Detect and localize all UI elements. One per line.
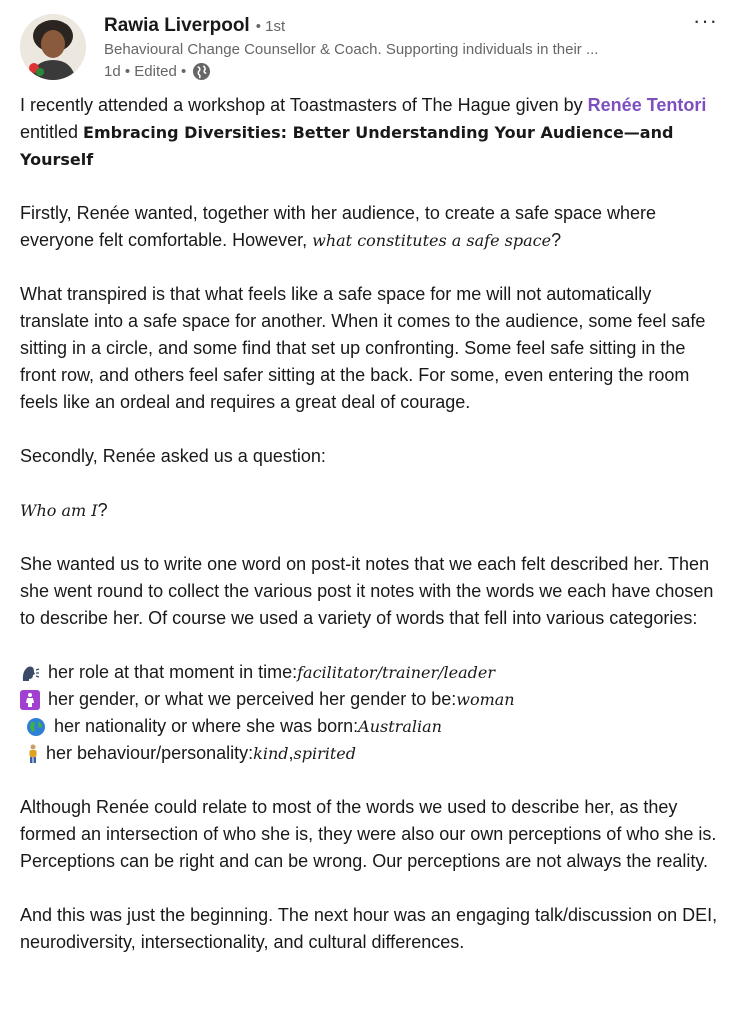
post-meta <box>104 62 211 81</box>
post-time: 1d • Edited • <box>104 63 187 80</box>
author-name[interactable]: Rawia Liverpool <box>104 15 250 36</box>
paragraph-transpired: What transpired is that what feels like a safe space for me will not automatically translate into a safe space for another. When it comes to the audience, some feel safe sitting in a circle, and some find that set up confronting. Some feel safe sitting in the front row, and others feel safer sitting at the back. For some, even entering the room feels like an ordeal and requires a great deal of courage. <box>20 284 706 412</box>
post-body <box>20 92 725 983</box>
list-item: her role at that moment in time: facilitator/trainer/leader <box>20 659 725 686</box>
author-headline: Behavioural Change Counsellor & Coach. Supporting individuals in their ... <box>104 41 599 58</box>
paragraph-who-am-i: Who am I? <box>20 500 108 520</box>
post-header <box>20 8 720 82</box>
list-item: her nationality or where she was born: Australian <box>20 713 725 740</box>
earth-globe-icon <box>26 717 46 737</box>
avatar[interactable] <box>20 14 86 80</box>
globe-icon <box>192 62 211 81</box>
more-options-button[interactable]: ··· <box>693 8 718 33</box>
list-item: her gender, or what we perceived her gender to be: woman <box>20 686 725 713</box>
mention-link[interactable]: Renée Tentori <box>587 95 707 115</box>
paragraph-conclusion: And this was just the beginning. The next hour was an engaging talk/discussion on DEI, neurodiversity, intersectionality, and cultural differences. <box>20 905 718 952</box>
paragraph-question: Secondly, Renée asked us a question: <box>20 446 326 466</box>
restroom-icon <box>20 690 40 710</box>
paragraph-post-it: She wanted us to write one word on post-it notes that we each felt described her. Then she went round to collect the various post it notes with the words we each have chosen to describe her. Of course we used a variety of words that fell into various categories: <box>20 554 714 628</box>
author-name-line <box>104 15 285 37</box>
paragraph-safe-space: Firstly, Renée wanted, together with her audience, to create a safe space where everyone felt comfortable. However, what constitutes a safe space? <box>20 203 657 250</box>
workshop-title: Embracing Diversities: Better Understanding Your Audience—and Yourself <box>20 123 674 169</box>
speaking-head-icon <box>20 663 40 683</box>
list-item: her behaviour/personality: kind , spirited <box>20 740 725 767</box>
connection-degree: • 1st <box>255 18 286 35</box>
standing-person-icon <box>26 744 40 764</box>
category-list <box>20 659 725 767</box>
paragraph-perceptions: Although Renée could relate to most of the words we used to describe her, as they formed an intersection of who she is, they were also our own perceptions of who she is. Perceptions can be right and can be wrong. Our perceptions are not always the reality. <box>20 797 717 871</box>
paragraph-intro: I recently attended a workshop at Toastmasters of The Hague given by Renée Tentori entitled Embracing Diversities: Better Understanding Your Audience—and Yourself <box>20 95 707 169</box>
